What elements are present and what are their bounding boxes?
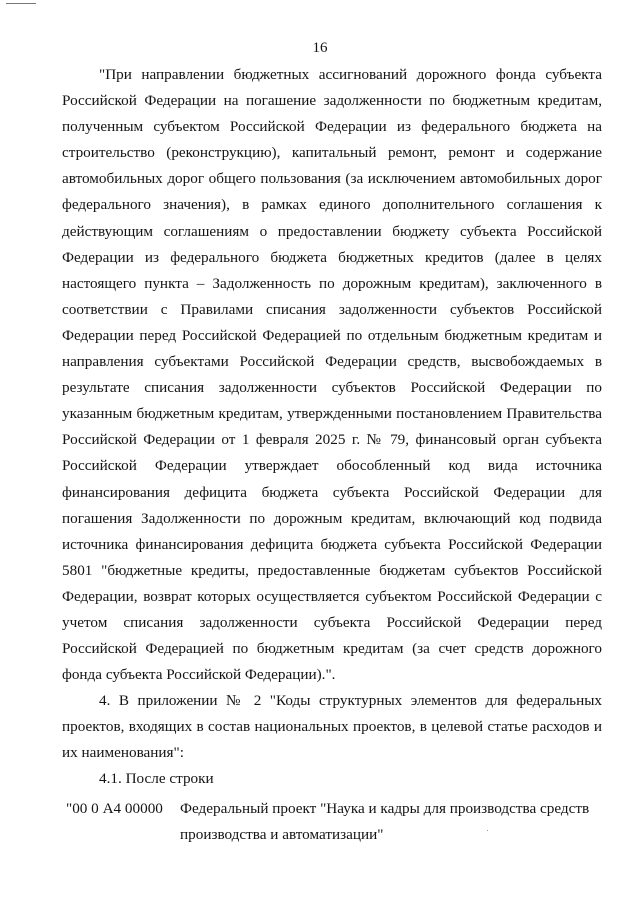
page-number: 16 xyxy=(312,40,328,56)
item-4-paragraph: 4. В приложении № 2 "Коды структурных элементов для федеральных проектов, входящих в состав национальных проектов, в целевой статье расходов и их наименования": xyxy=(62,692,602,761)
quoted-row-code: "00 0 А4 00000 xyxy=(66,800,163,817)
item-4-1-heading: 4.1. После строки xyxy=(99,770,214,787)
scan-speck xyxy=(487,830,488,831)
main-paragraph: "При направлении бюджетных ассигнований дорожного фонда субъекта Российской Федерации на погашение задолженности по бюджетным кредитам, полученным субъектом Российской Федерации из федерального бюджета на строительство (реконструкцию), капитальный ремонт, ремонт и содержание автомобильных дорог общего пользования (за исключением автомобильных дорог федерального значения), в рамках единого дополнительного соглашения к действующим соглашениям о предоставлении бюджету субъекта Российской Федерации из федерального бюджета бюджетных кредитов (далее в целях настоящего пункта – Задолженность по дорожным кредитам), заключенного в соответствии с Правилами списания задолженности субъектов Российской Федерации перед Российской Федерацией по отдельным бюджетным кредитам и направления субъектами Российской Федерации средств, высвобождаемых в результате списания задолженности субъектов Российской Федерации по указанным бюджетным кредитам, утвержденными постановлением Правительства Российской Федерации от 1 февраля 2025 г. № 79, финансовый орган субъекта Российской Федерации утверждает обособленный код вида источника финансирования дефицита бюджета субъекта Российской Федерации для погашения Задолженности по дорожным кредитам, включающий код подвида источника финансирования дефицита бюджета субъекта Российской Федерации 5801 "бюджетные кредиты, предоставленные бюджетам субъектов Российской Федерации, возврат которых осуществляется субъектом Российской Федерации с учетом списания задолженности субъекта Российской Федерации перед Российской Федерацией по бюджетным кредитам (за счет средств дорожного фонда субъекта Российской Федерации).". xyxy=(62,66,602,684)
quoted-row-name: Федеральный проект "Наука и кадры для производства средств производства и автоматизации" xyxy=(180,800,590,843)
scan-corner-mark xyxy=(6,3,36,4)
